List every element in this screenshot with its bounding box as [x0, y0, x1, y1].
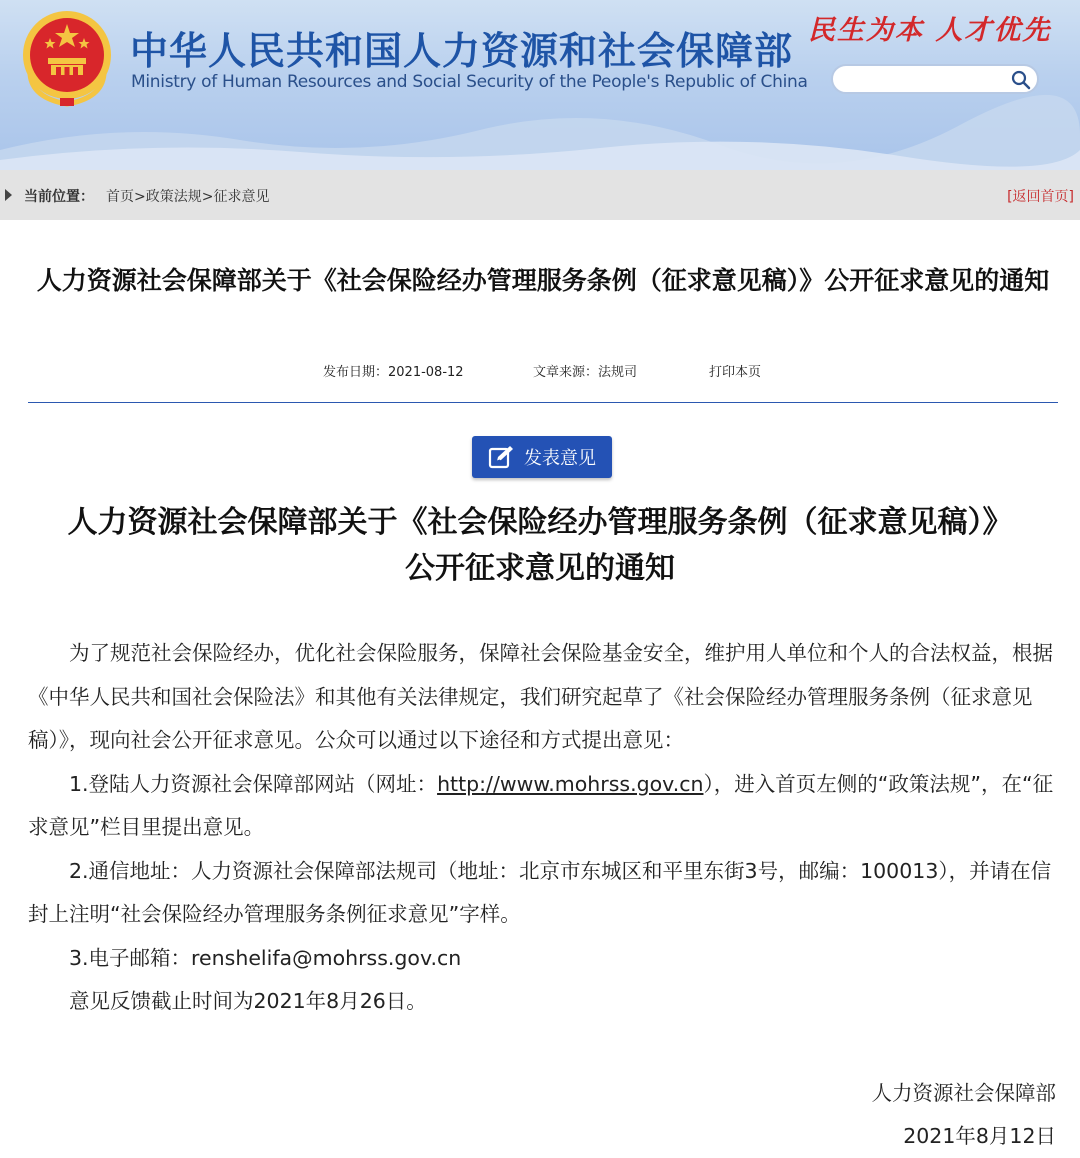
- method-item-1-prefix: 1.登陆人力资源社会保障部网站（网址：: [69, 771, 438, 796]
- publish-date-label: 发布日期：: [323, 365, 389, 380]
- publish-date: [323, 361, 464, 380]
- method-item-1-suffix: ），进入首页左侧的“政策法规”，在“征求意见”栏目里提出意见。: [28, 771, 1054, 839]
- method-item-1: [28, 763, 1058, 850]
- document-title: [20, 500, 1060, 592]
- search-box: [831, 64, 1039, 94]
- site-slogan: 民生为本 人才优先: [808, 15, 1052, 46]
- article-title: 人力资源社会保障部关于《社会保险经办管理服务条例（征求意见稿）》公开征求意见的通知: [36, 266, 1050, 295]
- signature-date: 2021年8月12日: [903, 1124, 1056, 1148]
- breadcrumb-separator: >: [134, 189, 146, 205]
- title-divider: [28, 402, 1058, 403]
- ministry-website-link[interactable]: http://www.mohrss.gov.cn: [437, 771, 704, 796]
- signature-org: 人力资源社会保障部: [871, 1081, 1056, 1105]
- publish-date-value: 2021-08-12: [388, 365, 464, 380]
- intro-paragraph: 为了规范社会保险经办，优化社会保险服务，保障社会保险基金安全，维护用人单位和个人的合法权益，根据《中华人民共和国社会保险法》和其他有关法律规定，我们研究起草了《社会保险经办管理服务条例（征求意见稿）》，现向社会公开征求意见。公众可以通过以下途径和方式提出意见：: [28, 641, 1053, 752]
- print-page-link[interactable]: 打印本页: [709, 365, 762, 380]
- breadcrumb-item-policy[interactable]: 政策法规: [145, 189, 202, 205]
- breadcrumb-item-consultation[interactable]: 征求意见: [213, 189, 270, 205]
- article-source: [533, 361, 637, 380]
- submit-comment-label: 发表意见: [524, 448, 596, 469]
- document-title-line2: 公开征求意见的通知: [405, 551, 675, 586]
- site-title-en: Ministry of Human Resources and Social Security of the People's Republic of China: [131, 72, 808, 92]
- article-body: [28, 632, 1058, 1024]
- document-title-line1: 人力资源社会保障部关于《社会保险经办管理服务条例（征求意见稿）》: [67, 505, 1013, 540]
- signature-block: [872, 1072, 1057, 1158]
- source-value: 法规司: [598, 365, 638, 380]
- site-header: [0, 0, 1080, 170]
- breadcrumb-path: [106, 186, 269, 206]
- search-icon[interactable]: [1011, 70, 1031, 90]
- source-label: 文章来源：: [533, 365, 599, 380]
- breadcrumb-separator: >: [201, 189, 214, 205]
- breadcrumb-item-home[interactable]: 首页: [106, 189, 134, 205]
- national-emblem-icon: [20, 8, 114, 108]
- breadcrumb-label: 当前位置：: [24, 189, 94, 205]
- landscape-decoration: [0, 90, 1080, 170]
- back-home-link[interactable]: [返回首页]: [1007, 189, 1074, 205]
- deadline-paragraph: 意见反馈截止时间为2021年8月26日。: [69, 989, 427, 1013]
- search-input[interactable]: [843, 69, 1007, 91]
- method-item-2: 2.通信地址：人力资源社会保障部法规司（地址：北京市东城区和平里东街3号，邮编：100013），并请在信封上注明“社会保险经办管理服务条例征求意见”字样。: [28, 858, 1052, 926]
- submit-comment-button[interactable]: [472, 436, 612, 478]
- caret-right-icon: [5, 189, 12, 201]
- method-item-3: 3.电子邮箱：renshelifa@mohrss.gov.cn: [69, 945, 462, 970]
- breadcrumb: [0, 170, 1080, 220]
- site-title-cn: 中华人民共和国人力资源和社会保障部: [130, 29, 794, 73]
- edit-icon: [488, 444, 516, 470]
